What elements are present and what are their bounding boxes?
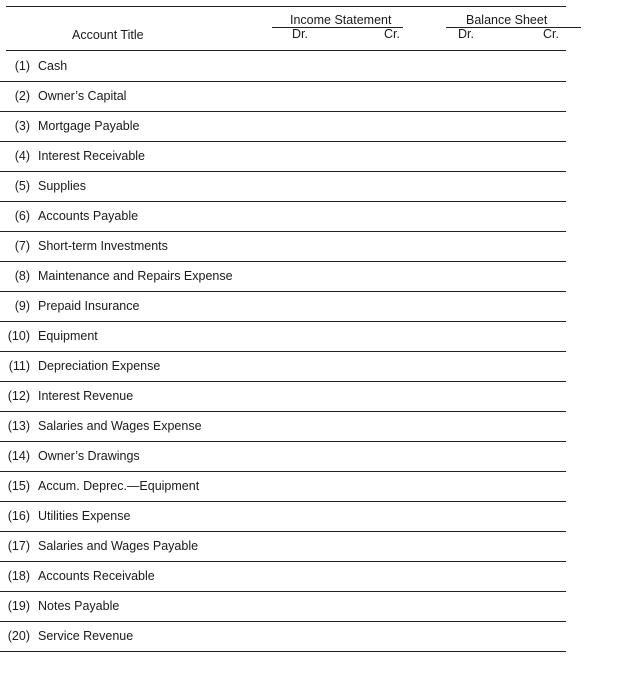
table-row: [0, 201, 566, 232]
row-number: (4): [14, 149, 30, 163]
row-number: (17): [7, 539, 30, 553]
account-title: Depreciation Expense: [38, 359, 161, 373]
account-title: Supplies: [38, 179, 86, 193]
balance-sheet-heading: Balance Sheet: [466, 13, 548, 27]
row-number: (5): [14, 179, 30, 193]
account-title: Owner’s Capital: [38, 89, 127, 103]
account-title: Owner’s Drawings: [38, 449, 140, 463]
account-title: Accounts Payable: [38, 209, 139, 223]
balance-dr-heading: Dr.: [458, 27, 474, 41]
row-number: (15): [7, 479, 30, 493]
table-row: [0, 261, 566, 292]
account-title: Maintenance and Repairs Expense: [38, 269, 233, 283]
row-number: (19): [7, 599, 30, 613]
account-title: Utilities Expense: [38, 509, 131, 523]
table-row: [0, 51, 566, 82]
table-row: [0, 471, 566, 502]
account-title: Interest Revenue: [38, 389, 134, 403]
account-title: Salaries and Wages Expense: [38, 419, 202, 433]
income-cr-heading: Cr.: [384, 27, 400, 41]
row-number: (10): [7, 329, 30, 343]
account-title: Short-term Investments: [38, 239, 168, 253]
table-row: [0, 591, 566, 622]
table-row: [0, 171, 566, 202]
row-number: (7): [14, 239, 30, 253]
table-row: [0, 141, 566, 172]
table-row: [0, 381, 566, 412]
row-number: (8): [14, 269, 30, 283]
row-number: (2): [14, 89, 30, 103]
account-title: Interest Receivable: [38, 149, 146, 163]
row-number: (18): [7, 569, 30, 583]
row-number: (13): [7, 419, 30, 433]
account-title: Prepaid Insurance: [38, 299, 140, 313]
table-row: [0, 291, 566, 322]
table-row: [0, 111, 566, 142]
row-number: (9): [14, 299, 30, 313]
table-top-rule: [6, 6, 566, 7]
income-dr-heading: Dr.: [292, 27, 308, 41]
row-number: (11): [8, 359, 30, 373]
account-title-heading: Account Title: [72, 28, 144, 42]
table-row: [0, 501, 566, 532]
row-number: (20): [7, 629, 30, 643]
row-number: (6): [14, 209, 30, 223]
account-title: Cash: [38, 59, 68, 73]
row-number: (12): [7, 389, 30, 403]
row-number: (16): [7, 509, 30, 523]
row-number: (14): [7, 449, 30, 463]
table-row: [0, 321, 566, 352]
account-title: Mortgage Payable: [38, 119, 140, 133]
table-row: [0, 561, 566, 592]
account-title: Accounts Receivable: [38, 569, 155, 583]
account-title: Accum. Deprec.—Equipment: [38, 479, 200, 493]
table-row: [0, 351, 566, 382]
row-number: (1): [14, 59, 30, 73]
account-title: Salaries and Wages Payable: [38, 539, 199, 553]
table-row: [0, 231, 566, 262]
row-number: (3): [14, 119, 30, 133]
income-statement-heading: Income Statement: [290, 13, 392, 27]
account-title: Notes Payable: [38, 599, 120, 613]
table-row: [0, 621, 566, 652]
balance-cr-heading: Cr.: [543, 27, 559, 41]
account-title: Service Revenue: [38, 629, 134, 643]
table-row: [0, 411, 566, 442]
table-row: [0, 531, 566, 562]
table-row: [0, 441, 566, 472]
table-row: [0, 81, 566, 112]
account-title: Equipment: [38, 329, 98, 343]
